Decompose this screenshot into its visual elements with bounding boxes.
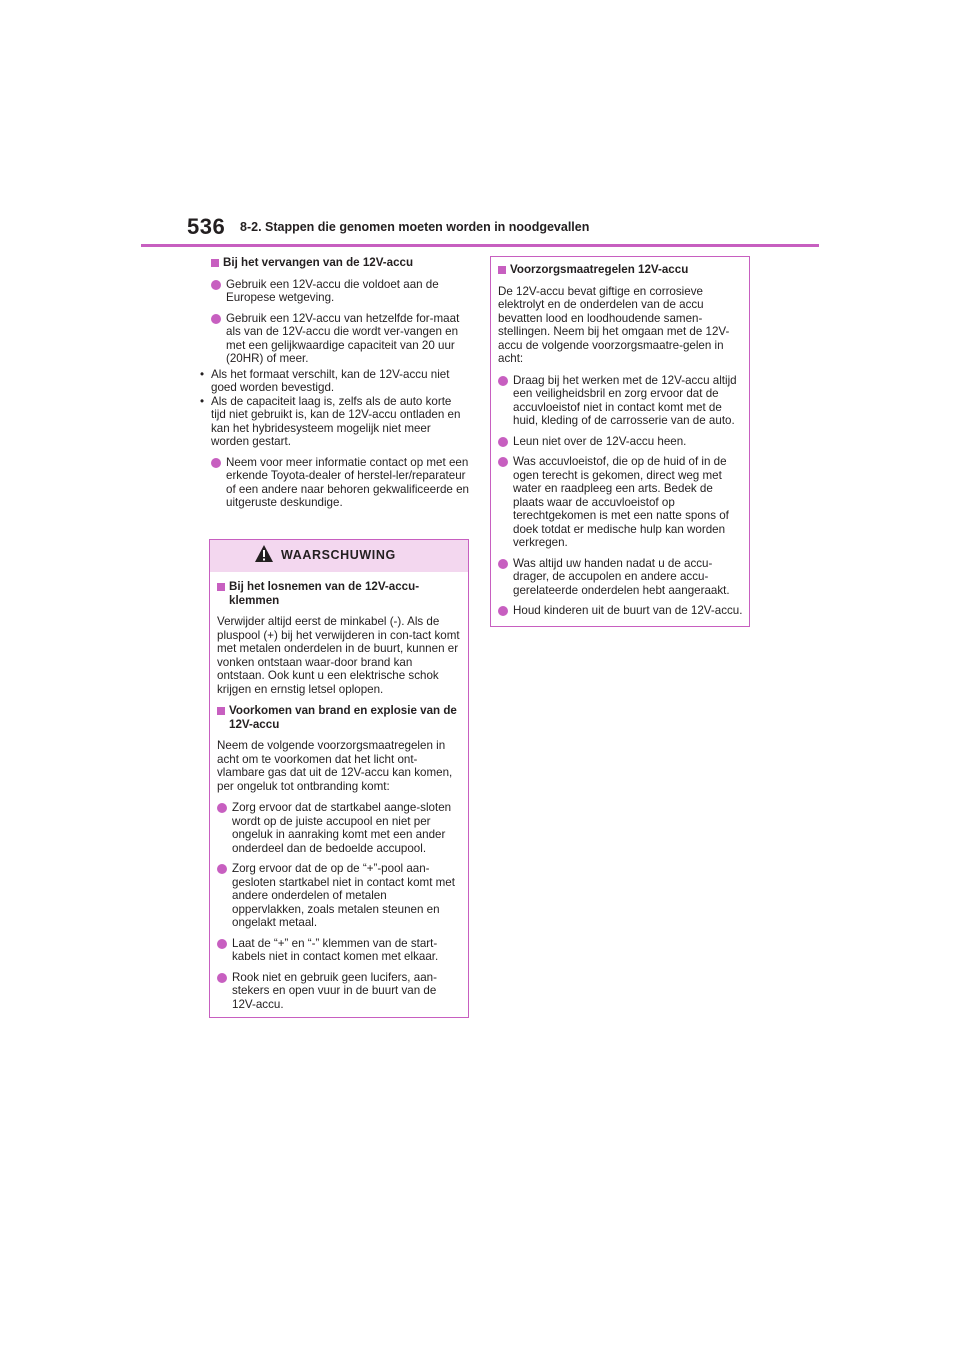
list-item-text: Was accuvloeistof, die op de huid of in de ogen terecht is gekomen, direct weg met water en raadpleeg een arts. Bedek de plaats waar de accuvloeistof op terechtgekomen is met een natte spons of doek totdat er medische hulp kan worden verkregen. [513, 455, 729, 549]
list-item [498, 557, 744, 598]
heading-text: Voorkomen van brand en explosie van de 12V-accu [229, 704, 457, 731]
bullet-dot-icon [498, 437, 508, 447]
list-item [498, 435, 744, 449]
paragraph: Verwijder altijd eerst de minkabel (-). Als de pluspool (+) bij het verwijderen in con-tact komt met metalen onderdelen in de buurt, kunnen er vonken ontstaan waar-door brand kan ontstaan. Ook kunt u een elektrische schok krijgen en ernstig letsel oplopen. [217, 615, 460, 696]
square-marker-icon [217, 707, 225, 715]
list-item [211, 312, 469, 366]
sub-list-item [196, 395, 469, 449]
section-title: 8-2. Stappen die genomen moeten worden in noodgevallen [240, 220, 590, 234]
page-number: 536 [187, 214, 226, 239]
bullet-dot-icon [498, 457, 508, 467]
list-item [498, 455, 744, 550]
list-item [498, 374, 744, 428]
left-column [200, 256, 469, 517]
square-marker-icon [217, 583, 225, 591]
list-item [211, 456, 469, 510]
section-heading [498, 263, 744, 277]
bullet-dot-icon [217, 939, 227, 949]
header-rule [141, 244, 819, 247]
square-marker-icon [498, 266, 506, 274]
bullet-dot-icon [498, 559, 508, 569]
heading-text: Voorzorgsmaatregelen 12V-accu [510, 263, 689, 276]
list-item-text: Houd kinderen uit de buurt van de 12V-accu. [513, 604, 743, 617]
list-item [217, 801, 462, 855]
heading-text: Bij het losnemen van de 12V-accu-klemmen [229, 580, 420, 607]
bullet-dot-icon [498, 376, 508, 386]
bullet-dot-icon [211, 458, 221, 468]
bullet-dot-icon [217, 803, 227, 813]
warning-body [210, 572, 468, 1017]
section-heading [217, 704, 462, 731]
list-item-text: Zorg ervoor dat de op de “+”-pool aan-gesloten startkabel niet in contact komt met andere onderdelen of metalen oppervlakken, zoals metalen steunen en ongelakt metaal. [232, 862, 455, 929]
list-item-text: Gebruik een 12V-accu van hetzelfde for-maat als van de 12V-accu die wordt ver-vangen en met een gelijkwaardige capaciteit van 20 uur (20HR) of meer. [226, 311, 460, 365]
section-heading [211, 256, 469, 270]
list-item [217, 937, 462, 964]
precautions-box [490, 256, 750, 627]
paragraph: De 12V-accu bevat giftige en corrosieve elektrolyt en de onderdelen van de accu bevatten lood en loodhoudende samen-stellingen. Neem bij het omgaan met de 12V-accu de volgende voorzorgsmaatre-gelen in acht: [498, 284, 730, 365]
heading-text: Bij het vervangen van de 12V-accu [223, 256, 414, 269]
bullet-dot-icon [498, 606, 508, 616]
warning-triangle-icon [254, 544, 274, 564]
list-item-text: Laat de “+” en “-” klemmen van de start-kabels niet in contact komen met elkaar. [232, 936, 439, 963]
list-item [217, 971, 462, 1012]
list-item [211, 278, 469, 305]
sub-bullet-marker: • [200, 394, 205, 408]
list-item-text: Leun niet over de 12V-accu heen. [513, 434, 687, 448]
paragraph: Neem de volgende voorzorgsmaatregelen in acht om te voorkomen dat het licht ont-vlambare gas dat uit de 12V-accu kan komen, per ongeluk tot ontbranding komt: [217, 739, 453, 793]
list-item [498, 604, 744, 618]
warning-title: WAARSCHUWING [281, 548, 396, 562]
list-item-text: Gebruik een 12V-accu die voldoet aan de Europese wetgeving. [226, 277, 439, 304]
bullet-dot-icon [211, 314, 221, 324]
warning-header [210, 540, 468, 572]
sub-list-item [196, 368, 469, 395]
list-item-text: Neem voor meer informatie contact op met een erkende Toyota-dealer of herstel-ler/reparateur of een andere naar behoren gekwalificeerde en uitgeruste deskundige. [226, 455, 469, 509]
warning-box [209, 539, 469, 1018]
bullet-dot-icon [217, 973, 227, 983]
sub-list [200, 367, 469, 449]
list-item-text: Zorg ervoor dat de startkabel aange-sloten wordt op de juiste accupool en niet per ongeluk in aanraking komt met een ander onderdeel dan de bedoelde accupool. [232, 801, 452, 855]
list-item-text: Draag bij het werken met de 12V-accu altijd een veiligheidsbril en zorg ervoor dat de accuvloeistof niet in contact komt met de huid, kleding of de carrosserie van de auto. [513, 373, 737, 427]
sub-list-item-text: Als de capaciteit laag is, zelfs als de auto korte tijd niet gebruikt is, kan de 12V-accu ontladen en kan het hybridesysteem mogelijk niet meer worden gestart. [211, 394, 461, 448]
square-marker-icon [211, 259, 219, 267]
list-item-text: Rook niet en gebruik geen lucifers, aan-stekers en open vuur in de buurt van de 12V-accu. [232, 970, 437, 1011]
sub-bullet-marker: • [200, 367, 205, 381]
section-heading [217, 580, 462, 607]
sub-list-item-text: Als het formaat verschilt, kan de 12V-accu niet goed worden bevestigd. [211, 367, 450, 394]
bullet-dot-icon [211, 280, 221, 290]
list-item-text: Was altijd uw handen nadat u de accu-drager, de accupolen en andere accu-gerelateerde onderdelen hebt aangeraakt. [513, 556, 730, 597]
bullet-dot-icon [217, 864, 227, 874]
list-item [217, 862, 462, 930]
